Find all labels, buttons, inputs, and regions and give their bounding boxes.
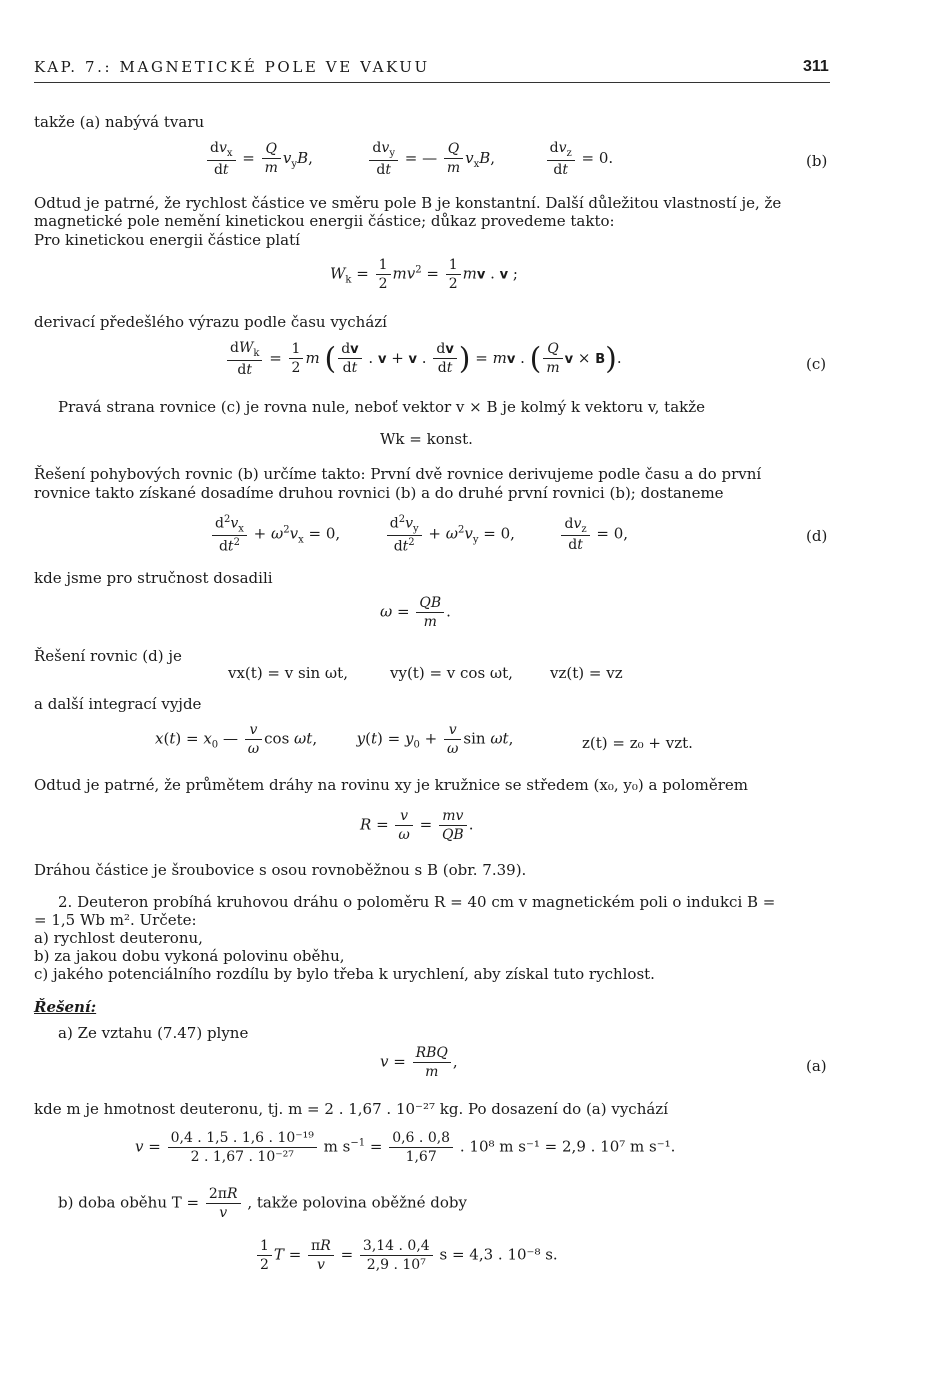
paragraph: derivací předešlého výrazu podle času vychází [34,313,387,331]
paragraph: = 1,5 Wb m². Určete: [34,911,197,929]
text: , takže polovina oběžné doby [247,1193,468,1212]
paragraph: Pro kinetickou energii částice platí [34,231,300,249]
solution-heading: Řešení: [34,998,97,1016]
page-number: 311 [803,58,829,75]
equation-half-period: $\frac{1}{2}$ T = $\frac{\pi R}{v}$ = $\frac{3,14 . 0,4}{\text{2,9 . 10⁷}}$ s = 4,3 . 10⁻⁸ s. [255,1238,558,1273]
numerator: 0,4 . 1,5 . 1,6 . 10⁻¹⁹ [168,1130,317,1148]
list-item: b) za jakou dobu vykoná polovinu oběhu, [34,947,345,965]
equation-v-numeric: v = $\frac{\text{0,4 . 1,5 . 1,6 . 10⁻¹⁹}}{\text{2 . 1,67 . 10⁻²⁷}}$ m $s^{-1}$ = $\frac{0,6 . 0,8}{1,67}$ . 10⁸ m s⁻¹ = 2,9 . 10⁷ m s⁻¹. [135,1130,676,1165]
paragraph: takže (a) nabývá tvaru [34,113,205,131]
chapter-header: KAP. 7.: MAGNETICKÉ POLE VE VAKUU [34,58,430,76]
denominator: 2 . 1,67 . 10⁻²⁷ [190,1149,294,1165]
paragraph: kde jsme pro stručnost dosadili [34,569,273,587]
paragraph: a další integrací vyjde [34,695,202,713]
equation-vz-t: vz(t) = vz [550,664,623,682]
paragraph: Odtud je patrné, že rychlost částice ve směru pole B je konstantní. Další důležitou vlastností je, že [34,194,782,212]
paragraph: magnetické pole nemění kinetickou energii částice; důkaz provedeme takto: [34,212,615,230]
paragraph: 2. Deuteron probíhá kruhovou dráhu o poloměru R = 40 cm v magnetickém poli o indukci B = [58,893,776,911]
equation-z-t: z(t) = z₀ + vzt. [582,734,693,752]
list-item: c) jakého potenciálního rozdílu by bylo třeba k urychlení, aby získal tuto rychlost. [34,965,655,983]
equation-label: (a) [806,1057,827,1075]
paragraph: Dráhou částice je šroubovice s osou rovnoběžnou s B (obr. 7.39). [34,861,527,879]
equation-period: b) doba oběhu T = $\frac{2\pi R}{v}$ , takže polovina oběžné doby [58,1186,468,1221]
denominator: 2,9 . 10⁷ [366,1257,426,1273]
equation-vx-t: vx(t) = v sin ωt, [228,664,348,682]
equation-label: (c) [806,355,827,373]
equation-omega: ω = $\frac{QB}{m}$ . [380,595,451,630]
paragraph: Pravá strana rovnice (c) je rovna nule, neboť vektor v × B je kolmý k vektoru v, takže [58,398,706,416]
equation-wk-const: Wk = konst. [380,430,473,448]
paragraph: rovnice takto získané dosadíme druhou rovnici (b) a do druhé první rovnici (b); dostaneme [34,484,724,502]
paragraph: Odtud je patrné, že průmětem dráhy na rovinu xy je kružnice se středem (x₀, y₀) a poloměrem [34,776,749,794]
equation-label: (b) [806,152,828,170]
equation-b: $\frac{dv_x}{dt}$ = $\frac{Q}{m}$ $v_yB$, $\frac{dv_y}{dt}$ = — $\frac{Q}{m}$ $v_xB$, $\frac{dv_z}{dt}$ = 0. [205,140,613,178]
equation-kinetic-energy: $W_k$ = $\frac{1}{2}$ $mv^2$ = $\frac{1}{2}$ mv . v ; [330,257,518,292]
header-rule [34,82,830,83]
equation-positions: $x(t) = x_0$ — $\frac{v}{\omega}$ cos ωt, $y(t) = y_0$ + $\frac{v}{\omega}$ sin ωt, [155,722,519,757]
paragraph: a) Ze vztahu (7.47) plyne [58,1024,249,1042]
list-item: a) rychlost deuteronu, [34,929,203,947]
result: . 10⁸ m s⁻¹ = 2,9 . 10⁷ m s⁻¹. [459,1137,676,1156]
equation-label: (d) [806,527,828,545]
equation-vy-t: vy(t) = v cos ωt, [390,664,513,682]
equation-c: $\frac{dW_k}{dt}$ = $\frac{1}{2}$ m ( $\frac{dv}{dt}$ . v + v . $\frac{dv}{dt}$ ) = mv . ( $\frac{Q}{m}$ v × B). [225,340,622,378]
text: b) doba oběhu T = [58,1193,200,1212]
numerator: 0,6 . 0,8 [389,1130,453,1148]
paragraph: Řešení pohybových rovnic (b) určíme takto: První dvě rovnice derivujeme podle času a do první [34,465,762,483]
equation-d: $\frac{d^2v_x}{dt^2}$ + $\omega^2v_x = 0$, $\frac{d^2v_y}{dt^2}$ + $\omega^2v_y = 0$, $\frac{dv_z}{dt}$ = 0, [210,514,628,555]
paragraph: Řešení rovnic (d) je [34,647,182,665]
equation-v: v = $\frac{\text{RBQ}}{m}$ , [380,1045,458,1080]
result: s = 4,3 . 10⁻⁸ s. [439,1245,558,1264]
paragraph: kde m je hmotnost deuteronu, tj. m = 2 . 1,67 . 10⁻²⁷ kg. Po dosazení do (a) vychází [34,1100,669,1118]
denominator: 1,67 [405,1149,437,1165]
equation-radius: R = $\frac{v}{\omega}$ = $\frac{mv}{QB}$ . [360,808,474,843]
numerator: 3,14 . 0,4 [360,1238,433,1256]
